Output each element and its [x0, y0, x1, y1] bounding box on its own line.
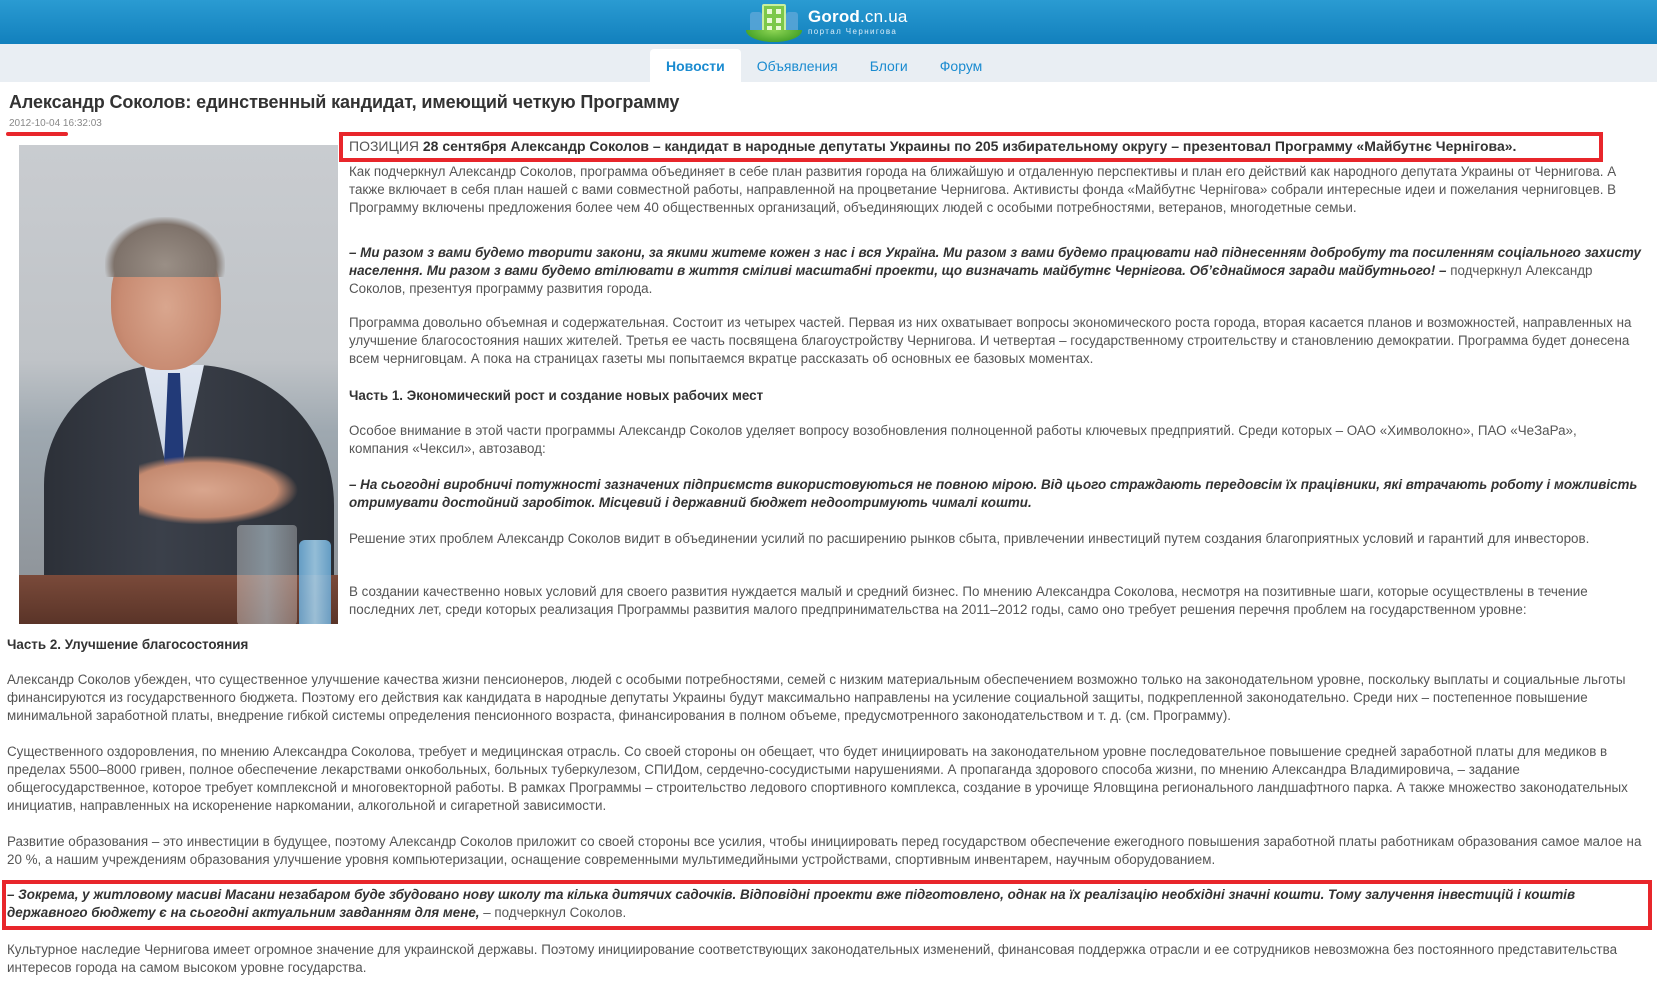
paragraph-8: Развитие образования – это инвестиции в будущее, поэтому Александр Соколов приложит со своей стороны все усилия, чтобы инициировать перед государством обеспечение ежегодного повышения заработной платы работникам образования самое малое на 20 %, а нашим учреждениям образования улучшение уровня компьютеризации, оснащение современными мультимедийными устройствами, спортивным инвентарем, научным оборудованием.: [7, 834, 1642, 867]
paragraph-3: Особое внимание в этой части программы Александр Соколов уделяет вопросу возобновления полноценной работы ключевых предприятий. Среди которых – ОАО «Химволокно», ПАО «ЧеЗаРа», компания «Чексил», автозавод:: [349, 423, 1577, 456]
lead-tag: ПОЗИЦИЯ: [349, 138, 419, 154]
nav-ads[interactable]: Объявления: [756, 58, 838, 74]
logo-name-bold: Gorod: [808, 7, 860, 26]
quote-1-text: – Ми разом з вами будемо творити закони, за якими житеме кожен з нас і вся Україна. Ми разом з вами будемо працювати над піднесенням добробуту та посиленням соціального захисту населення. Ми разом з вами будемо втілювати в життя сміливі масштабні проекти, що визначать майбутнє Чернігова. Об’єднаймося заради майбутнього! –: [349, 245, 1641, 278]
paragraph-2: Программа довольно объемная и содержательная. Состоит из четырех частей. Первая из них охватывает вопросы экономического роста города, вторая касается планов и возможностей, направленных на улучшение благосостояния наших жителей. Третья ее часть посвящена благоустройству Чернигова. И четвертая – государственному строительству и становлению демократии. Программа будет донесена всем черниговцам. А пока на страницах газеты мы попытаемся вкратце рассказать об основных ее базовых моментах.: [349, 315, 1632, 366]
paragraph-4: Решение этих проблем Александр Соколов видит в объединении усилий по расширению рынков сбыта, привлечении инвестиций путем создания благоприятных условий и гарантий для инвесторов.: [349, 531, 1590, 546]
article-date: 2012-10-04 16:32:03: [9, 118, 102, 129]
logo-name-domain: .cn.ua: [860, 7, 908, 26]
nav-blogs[interactable]: Блоги: [869, 58, 908, 74]
nav-forum[interactable]: Форум: [939, 58, 983, 74]
main-nav-bar: [0, 44, 1657, 82]
article-title: Александр Соколов: единственный кандидат, имеющий четкую Программу: [9, 92, 680, 112]
main-nav: [650, 49, 998, 82]
logo-subtitle: портал Чернигова: [808, 27, 898, 36]
paragraph-1: Как подчеркнул Александр Соколов, программа объединяет в себе план развития города на ближайшую и отдаленную перспективы и план его действий как народного депутата Украины от Чернигова. А также включает в себя план нашей с вами совместной работы, направленной на процветание Чернигова. Активисты фонда «Майбутнє Чернігова» собрали интересные идеи и пожелания черниговцев. В Программу включены предложения более чем 40 общественных организаций, объединяющих людей с особыми потребностями, ветеранов, многодетные семьи.: [349, 164, 1617, 215]
date-underline-annotation: [6, 132, 68, 136]
site-header: [0, 0, 1657, 44]
article-lead: [349, 136, 1516, 156]
paragraph-6: Александр Соколов убежден, что существенное улучшение качества жизни пенсионеров, людей с особыми потребностями, семей с низким материальным обеспечением возможно только на законодательном уровне, поскольку выплаты и социальные льготы финансируются из государственного бюджета. Поэтому его действия как кандидата в народные депутаты Украины будут максимально направлены на усиление социальной защиты, подкрепленной законодательно. Среди них – постепенное повышение минимальной заработной платы, внедрение гибкой системы определения пенсионного возраста, финансирования в полном объеме, предусмотренного законодательством и т. д. (см. Программу).: [7, 672, 1626, 723]
quote-1: [349, 244, 1644, 298]
paragraph-7: Существенного оздоровления, по мнению Александра Соколова, требует и медицинская отрасль. Со своей стороны он обещает, что будет инициировать на законодательном уровне последовательное повышение средней заработной платы для медиков в пределах 5500–8000 гривен, полное обеспечение лекарствами онкобольных, больных туберкулезом, СПИДом, сердечно-сосудистыми нарушениями. А пропаганда здорового способа жизни, по мнению Александра Владимировича, – задание общегосударственное, которое требует комплексной и многовекторной работы. В рамках Программы – строительство ледового спортивного комплекса, создание в урочище Яловщина регионального ландшафтного парка. А также множество законодательных инициатив, направленных на искоренение наркомании, алкогольной и сигаретной зависимости.: [7, 744, 1628, 813]
nav-news[interactable]: Новости: [650, 49, 741, 82]
paragraph-5: В создании качественно новых условий для своего развития нуждается малый и средний бизнес. По мнению Александра Соколова, несмотря на позитивные шаги, которые осуществлены в течение последних лет, среди которых реализация Программы развития малого предпринимательства на 2011–2012 годы, само оно требует решения перечня проблем на государственном уровне:: [349, 584, 1588, 617]
paragraph-9: Культурное наследие Чернигова имеет огромное значение для украинской державы. Поэтому инициирование соответствующих законодательных изменений, финансовая поддержка отрасли и ее сотрудников невозможна без постоянного представительства интересов города на самом высоком уровне государства.: [7, 942, 1618, 975]
section-heading-1: Часть 1. Экономический рост и создание новых рабочих мест: [349, 388, 764, 403]
quote-3: [7, 886, 1649, 922]
quote-1-attribution: подчеркнул Александр Соколов, презентуя программу развития города.: [349, 263, 1593, 296]
site-logo[interactable]: [746, 2, 908, 42]
article-photo: [19, 145, 338, 624]
lead-text: 28 сентября Александр Соколов – кандидат в народные депутаты Украины по 205 избирательному округу – презентовал Программу «Майбутнє Чернігова».: [422, 138, 1517, 154]
quote-3-text: – Зокрема, у житловому масиві Масани незабаром буде збудовано нову школу та кілька дитячих садочків. Відповідні проекти вже підготовлено, однак на їх реалізацію необхідні значні кошти. Тому залучення інвестицій і коштів державного бюджету є на сьогодні актуальним завданням для мене,: [7, 887, 1576, 920]
section-heading-2: Часть 2. Улучшение благосостояния: [7, 637, 249, 652]
city-buildings-icon: [746, 2, 802, 42]
quote-2: – На сьогодні виробничі потужності зазначених підприємств використовуються не повною мірою. Від цього страждають передовсім їх працівники, які втрачають роботу і можливість отримувати достойний заробіток. Місцевий і державний бюджет недоотримують чималі кошти.: [349, 477, 1638, 510]
quote-3-attribution: – подчеркнул Соколов.: [483, 905, 627, 920]
